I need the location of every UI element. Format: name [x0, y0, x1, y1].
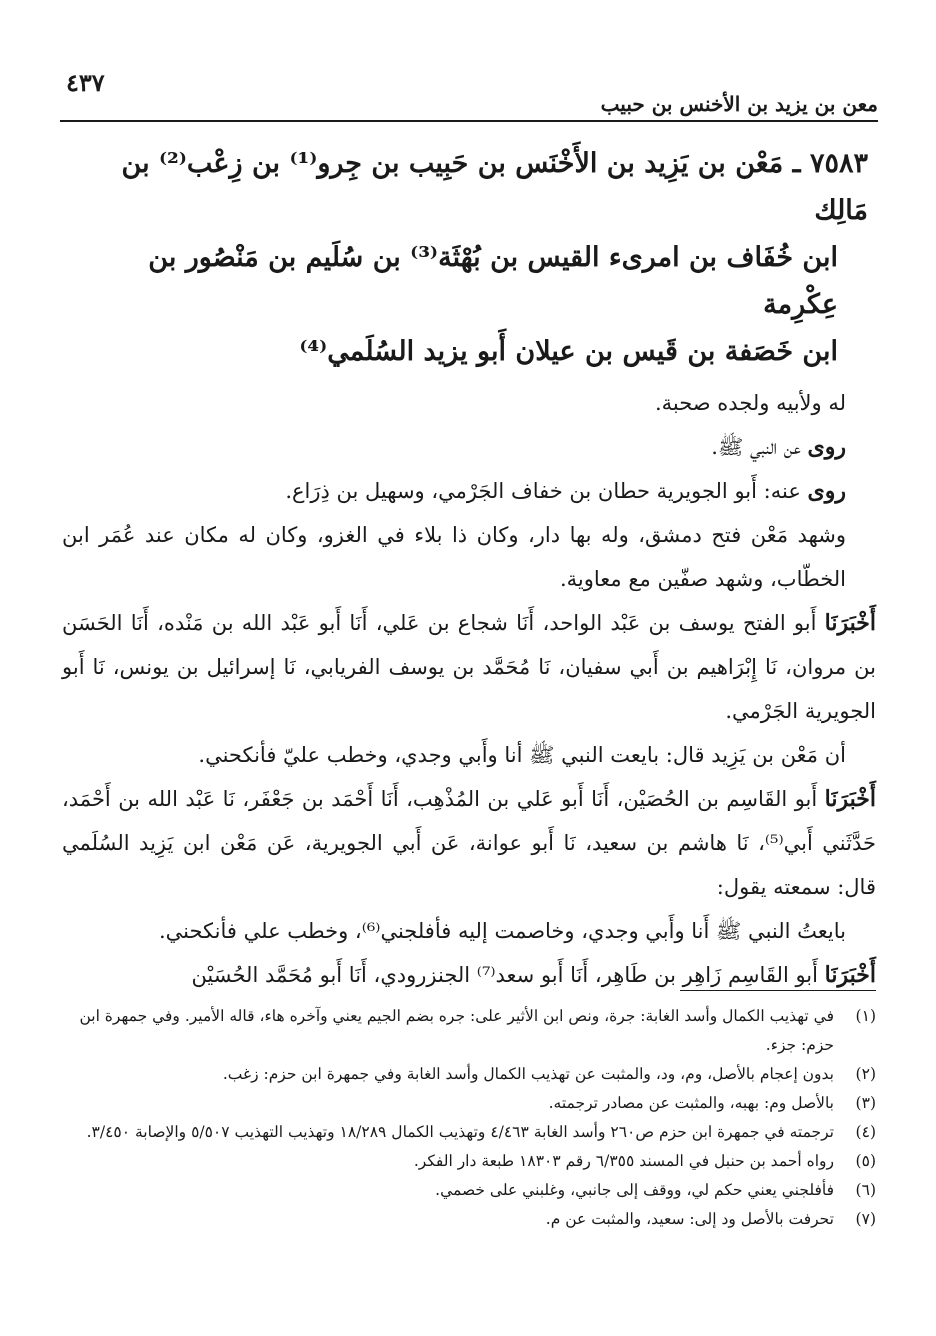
footnote: [60, 1060, 876, 1089]
paragraph-text: له ولأبيه ولجده صحبة.: [654, 391, 846, 415]
footnotes: [60, 1002, 876, 1234]
paragraph-text: بايعتُ النبي ﷺ أَنا وأَبي وجدي، وخاصمت إليه فأفلجني⁽⁶⁾، وخطب علي فأنكحني.: [158, 919, 846, 943]
paragraph-text: وشهد مَعْن فتح دمشق، وله بها دار، وكان ذا بلاء في الغزو، وكان له مكان عند عُمَر ابن الخطّاب، وشهد صفّين مع معاوية.: [62, 523, 846, 591]
footnote-number: (٣): [855, 1094, 876, 1112]
footnote-number: (٤): [855, 1123, 876, 1141]
paragraph: [62, 777, 876, 909]
paragraph: [62, 425, 876, 469]
footnote-text: بالأصل وم: بهبه، والمثبت عن مصادر ترجمته.: [548, 1094, 834, 1112]
footnote: [60, 1118, 876, 1147]
footnote-text: رواه أحمد بن حنبل في المسند ٦/٣٥٥ رقم ١٨٣٠٣ طبعة دار الفكر.: [413, 1152, 834, 1170]
footnote-text: فأفلجني يعني حكم لي، ووقف إلى جانبي، وغلبني على خصمي.: [435, 1181, 834, 1199]
footnote-text: ترجمته في جمهرة ابن حزم ص٢٦٠ وأسد الغابة ٤/٤٦٣ وتهذيب الكمال ١٨/٢٨٩ وتهذيب التهذيب ٥/٥٠٧ والإصابة ٣/٤٥٠.: [86, 1123, 834, 1141]
paragraph: [62, 601, 876, 733]
main-text: [62, 140, 876, 997]
footnote-text: في تهذيب الكمال وأسد الغابة: جرة، ونص ابن الأثير على: جره بضم الجيم يعني وآخره هاء، قاله الأمير. وفي جمهرة ابن حزم: جزء.: [79, 1007, 834, 1054]
footnote-text: تحرفت بالأصل ود إلى: سعيد، والمثبت عن م.: [545, 1210, 834, 1228]
paragraph-keyword: أَخْبَرَنَا: [824, 610, 876, 636]
footnote: [60, 1176, 876, 1205]
paragraph: [62, 909, 876, 953]
entry-title-line: ٧٥٨٣ ـ مَعْن بن يَزِيد بن الأَخْنَس بن حَبِيب بن جِرو⁽¹⁾ بن زِعْب⁽²⁾ بن مَالِك: [121, 148, 868, 226]
paragraph-text: عنه: أَبو الجويرية حطان بن خفاف الجَرْمي، وسهيل بن ذِرَاع.: [285, 479, 808, 503]
footnote: [60, 1205, 876, 1234]
paragraph-text: أن مَعْن بن يَزِيد قال: بايعت النبي ﷺ أنا وأَبي وجدي، وخطب عليّ فأنكحني.: [198, 743, 846, 767]
page-number: ٤٣٧: [66, 68, 105, 97]
footnote-text: بدون إعجام بالأصل، وم، ود، والمثبت عن تهذيب الكمال وأسد الغابة وفي جمهرة ابن حزم: زغب.: [222, 1065, 834, 1083]
paragraph: [62, 733, 876, 777]
paragraph: [62, 469, 876, 513]
footnote: [60, 1089, 876, 1118]
footnote-number: (١): [855, 1007, 876, 1025]
paragraph-text: أَبو الفتح يوسف بن عَبْد الواحد، أَنَا شجاع بن عَلي، أَنَا أَبو عَبْد الله بن مَنْده، أَنَا الحَسَن بن مروان، نَا إِبْرَاهيم بن أَبي سفيان، نَا مُحَمَّد بن يوسف الفريابي، نَا إسرائيل بن يونس، نَا أَبو الجويرية الجَرْمي.: [62, 611, 876, 723]
entry-title-line: ابن خَصَفة بن قَيس بن عيلان أَبو يزيد السُلَمي⁽⁴⁾: [299, 336, 838, 367]
paragraph-keyword: أَخْبَرَنَا: [824, 786, 876, 812]
footnote-number: (٦): [855, 1181, 876, 1199]
footnote: [60, 1147, 876, 1176]
paragraph: [62, 513, 876, 601]
header-rule: [60, 120, 878, 122]
footnote-number: (٥): [855, 1152, 876, 1170]
paragraph-text: أَبو القَاسِم زَاهِر بن طَاهِر، أَنَا أَبو سعد⁽⁷⁾ الجنزرودي، أَنَا أَبو مُحَمَّد الحُسَيْن: [191, 963, 825, 987]
paragraph-text: عن النبي ﷺ.: [711, 435, 808, 459]
entry-title: [62, 140, 876, 375]
footnote-rule: [680, 990, 876, 991]
paragraph-keyword: روى: [807, 478, 846, 504]
footnote: [60, 1002, 876, 1060]
paragraph-keyword: أَخْبَرَنَا: [824, 962, 876, 988]
paragraph: [62, 381, 876, 425]
footnote-number: (٧): [855, 1210, 876, 1228]
paragraph-text: أَبو القَاسِم بن الحُصَيْن، أَنَا أَبو عَلي بن المُذْهِب، أَنَا أَحْمَد بن جَعْفَر، نَا عَبْد الله بن أَحْمَد، حَدَّثَني أَبي⁽⁵⁾، نَا هاشم بن سعيد، نَا أَبو عوانة، عَن أَبي الجويرية، عَن مَعْن ابن يَزِيد السُلَمي قال: سمعته يقول:: [62, 787, 876, 899]
running-head: معن بن يزيد بن الأخنس بن حبيب: [600, 92, 878, 116]
footnote-number: (٢): [855, 1065, 876, 1083]
entry-title-line: ابن خُفَاف بن امرىء القيس بن بُهْثَة⁽³⁾ بن سُلَيم بن مَنْصُور بن عِكْرِمة: [148, 242, 838, 320]
paragraph-keyword: روى: [807, 434, 846, 460]
